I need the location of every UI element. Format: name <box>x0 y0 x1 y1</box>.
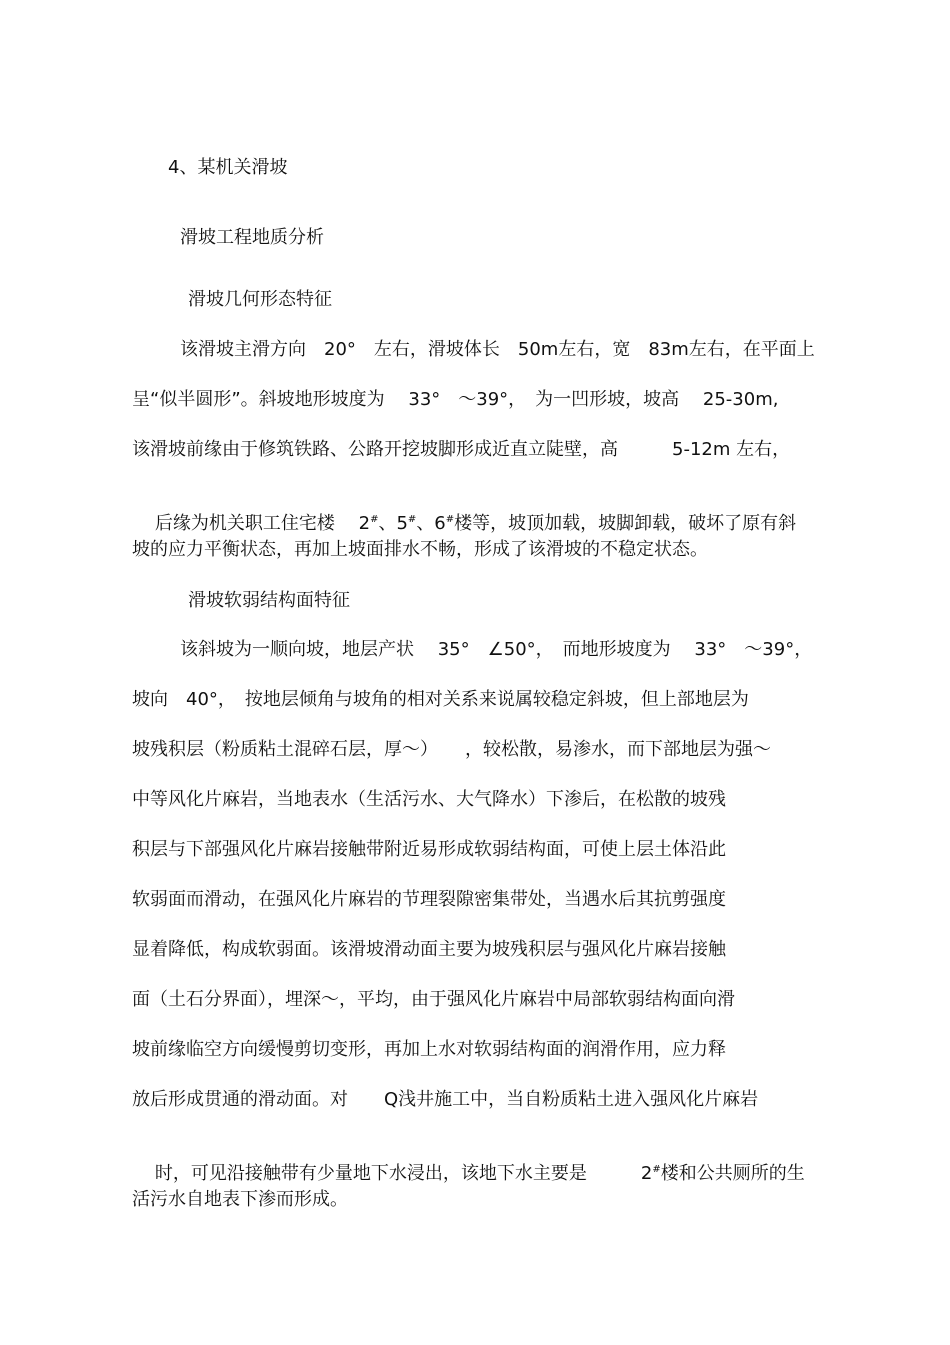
paragraph-line: 坡残积层（粉质粘土混碎石层，厚～） ，较松散，易渗水，而下部地层为强～ <box>132 739 771 760</box>
paragraph-line: 该滑坡前缘由于修筑铁路、公路开挖坡脚形成近直立陡壁，高 5-12m 左右， <box>132 439 791 460</box>
subsection-title-weak-plane: 滑坡软弱结构面特征 <box>188 590 350 611</box>
paragraph-line: 软弱面而滑动，在强风化片麻岩的节理裂隙密集带处，当遇水后其抗剪强度 <box>132 889 726 910</box>
text-run: 、6 <box>416 513 446 534</box>
paragraph-line: 该滑坡主滑方向 20° 左右，滑坡体长 50m左右，宽 83m左右，在平面上 <box>180 339 815 360</box>
paragraph-line: 中等风化片麻岩，当地表水（生活污水、大气降水）下渗后，在松散的坡残 <box>132 789 726 810</box>
text-run: 楼和公共厕所的生 <box>660 1163 805 1184</box>
building-mark: # <box>652 1164 661 1175</box>
section-title: 滑坡工程地质分析 <box>180 227 324 248</box>
paragraph-line: 活污水自地表下渗而形成。 <box>132 1189 348 1210</box>
building-mark: # <box>370 514 379 525</box>
paragraph-line: 面（土石分界面），埋深～，平均，由于强风化片麻岩中局部软弱结构面向滑 <box>132 989 735 1010</box>
paragraph-line: 显着降低，构成软弱面。该滑坡滑动面主要为坡残积层与强风化片麻岩接触 <box>132 939 726 960</box>
text-run: 后缘为机关职工住宅楼 2 <box>154 513 371 534</box>
subsection-title-geometry: 滑坡几何形态特征 <box>188 289 332 310</box>
paragraph-line: 坡的应力平衡状态，再加上坡面排水不畅，形成了该滑坡的不稳定状态。 <box>132 539 708 560</box>
text-run: 时，可见沿接触带有少量地下水浸出，该地下水主要是 2 <box>154 1163 653 1184</box>
paragraph-line: 呈“似半圆形”。斜坡地形坡度为 33° ～39°， 为一凹形坡，坡高 25-30m, <box>132 389 779 410</box>
paragraph-line: 积层与下部强风化片麻岩接触带附近易形成软弱结构面，可使上层土体沿此 <box>132 839 726 860</box>
paragraph-line: 该斜坡为一顺向坡，地层产状 35° ∠50°， 而地形坡度为 33° ～39°， <box>180 639 813 660</box>
building-mark: # <box>445 514 455 525</box>
text-run: 、5 <box>378 513 408 534</box>
text-run: 楼等，坡顶加载，坡脚卸载，破坏了原有斜 <box>454 513 797 534</box>
building-mark: # <box>407 514 417 525</box>
paragraph-line: 坡向 40°， 按地层倾角与坡角的相对关系来说属较稳定斜坡，但上部地层为 <box>132 689 749 710</box>
heading: 4、某机关滑坡 <box>168 157 288 178</box>
paragraph-line: 坡前缘临空方向缓慢剪切变形，再加上水对软弱结构面的润滑作用，应力释 <box>132 1039 726 1060</box>
paragraph-line: 放后形成贯通的滑动面。对 Q浅井施工中，当自粉质粘土进入强风化片麻岩 <box>132 1089 759 1110</box>
